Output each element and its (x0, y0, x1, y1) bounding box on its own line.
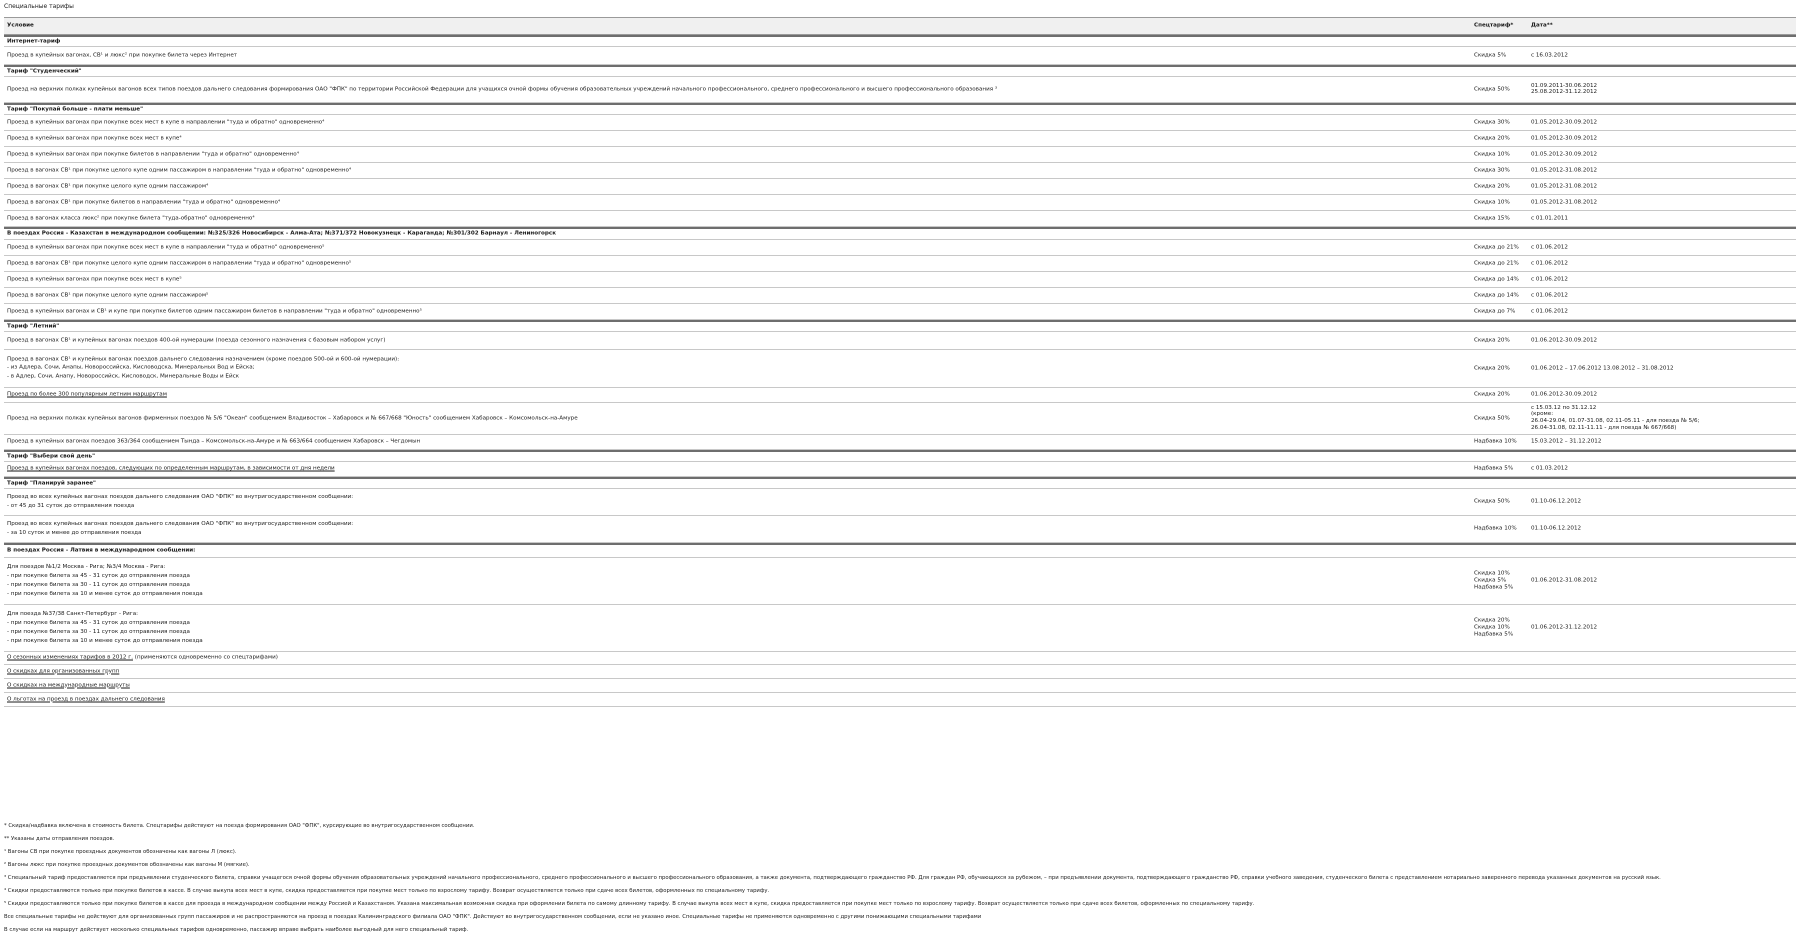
row-cond-line: Проезд в купейных вагонах при покупке всех мест в купе в направлении "туда и обратно" одновременно⁵ (7, 244, 325, 251)
row-cond-line: Проезд в купейных вагонах при покупке билетов в направлении "туда и обратно" одновременно⁴ (7, 151, 299, 158)
row-disc (1474, 244, 1529, 251)
row-cond-line: Проезд в купейных вагонах поездов, следующих по определенным маршрутам, в зависимости от дня недели (7, 465, 335, 472)
section-title: Тариф "Покупай больше - плати меньше" (7, 106, 143, 113)
row-cond (7, 86, 1467, 93)
table-row (4, 77, 1796, 103)
row-cond (7, 415, 1467, 422)
row-date-line: 01.05.2012-30.09.2012 (1531, 135, 1598, 142)
link-cell (7, 682, 1467, 689)
row-cond-line: Проезд в купейных вагонах при покупке всех мест в купе⁴ (7, 135, 182, 142)
table-row (4, 489, 1796, 516)
row-disc-line: Скидка до 7% (1474, 308, 1516, 315)
row-disc (1474, 392, 1529, 399)
row-cond-line: Проезд в вагонах СВ¹ и купейных вагонах поездов дальнего следования назначением (кроме поездов 500-ой и 600-ой нумерации): (7, 356, 400, 363)
row-cond (7, 52, 1467, 59)
row-disc-line: Скидка 10% (1474, 570, 1510, 577)
table-row (4, 388, 1796, 403)
row-cond-line: Для поезда №37/38 Санкт-Петербург - Рига: (7, 611, 139, 618)
row-disc (1474, 260, 1529, 267)
footnote: ** Указаны даты отправления поездов. (4, 836, 115, 842)
footnote: ⁴ Скидки предоставляются только при покупке билетов в кассе. В случае выкупа всех мест в купе, скидка предоставляется при покупке мест только по взрослому тарифу. Возврат осуществляется только при сдаче всех билетов, оформленных по специальному тарифу. (4, 888, 770, 894)
row-disc-line: Скидка 10% (1474, 151, 1510, 158)
row-date (1531, 244, 1796, 251)
table-row (4, 179, 1796, 195)
row-cond-line: Проезд на верхних полках купейных вагонов фирменных поездов № 5/6 "Океан" сообщением Владивосток – Хабаровск и № 667/668 "Юность" сообщением Хабаровск – Комсомольск-на-Амуре (7, 415, 578, 422)
link-row[interactable] (4, 693, 1796, 707)
section-title: Тариф "Планируй заранее" (7, 480, 96, 487)
row-disc-line: Надбавка 5% (1474, 631, 1514, 638)
row-disc (1474, 618, 1529, 639)
row-disc-line: Скидка 20% (1474, 135, 1510, 142)
row-cond-line: Проезд в вагонах СВ¹ при покупке целого купе одним пассажиром в направлении "туда и обратно" одновременно⁵ (7, 260, 352, 267)
info-link[interactable]: О сезонных изменениях тарифов в 2012 г. (7, 654, 133, 661)
info-link[interactable]: О льготах на проезд в поездах дальнего следования (7, 696, 165, 703)
row-date (1531, 405, 1796, 433)
table-row (4, 115, 1796, 131)
section-row (4, 65, 1796, 77)
row-date-line: 01.06.2012-31.08.2012 (1531, 577, 1598, 584)
section-title: Интернет-тариф (7, 38, 61, 45)
row-cond-line: - в Адлер, Сочи, Анапу, Новороссийск, Кисловодск, Минеральные Воды и Ейск (7, 373, 240, 380)
row-disc-line: Скидка до 14% (1474, 292, 1519, 299)
row-cond (7, 215, 1467, 222)
row-disc-line: Надбавка 10% (1474, 438, 1517, 445)
row-disc-line: Скидка 30% (1474, 119, 1510, 126)
row-date-line: с 16.03.2012 (1531, 52, 1568, 59)
link-suffix: (применяются одновременно со спецтарифами) (133, 654, 278, 661)
row-date-line: 01.10-06.12.2012 (1531, 525, 1582, 532)
footnote: ³ Специальный тариф предоставляется при предъявлении студенческого билета, справки учащегося очной формы обучения образовательных учреждений начального профессионального, среднего профессионального и высшего профессионального образования, а также документа, подтверждающего гражданство РФ. Для граждан РФ, обучающихся за рубежом, – при предъявлении документа, подтверждающего гражданство РФ, справки учебного заведения, студенческого билета с представлением нотариально заверенного перевода указанных документов на русский язык. (4, 875, 1661, 881)
row-disc (1474, 499, 1529, 506)
row-disc (1474, 199, 1529, 206)
section-title: Тариф "Летний" (7, 323, 60, 330)
table-row (4, 211, 1796, 227)
row-date-line: 26.04-31.08, 02.11-11.11 - для поезда № 667/668) (1531, 425, 1677, 432)
row-disc-line: Скидка 5% (1474, 577, 1507, 584)
row-cond-line: Проезд в вагонах СВ¹ при покупке билетов в направлении "туда и обратно" одновременно⁴ (7, 199, 281, 206)
row-cond (7, 135, 1467, 142)
row-date (1531, 526, 1796, 533)
row-disc-line: Скидка 50% (1474, 415, 1510, 422)
row-cond-line: Проезд в купейных вагонах при покупке всех мест в купе⁵ (7, 276, 182, 283)
row-disc-line: Скидка 10% (1474, 199, 1510, 206)
section-row (4, 227, 1796, 240)
row-disc-line: Скидка 20% (1474, 183, 1510, 190)
row-cond-line: Проезд по более 300 популярным летним маршрутам (7, 391, 167, 398)
row-cond-line: Проезд в купейных вагонах, СВ¹ и люкс² при покупке билета через Интернет (7, 52, 238, 59)
table-row (4, 256, 1796, 272)
row-cond (7, 292, 1467, 299)
row-date (1531, 499, 1796, 506)
footnote: В случае если на маршрут действует несколько специальных тарифов одновременно, пассажир вправе выбрать наиболее выгодный для него специальный тариф. (4, 927, 469, 933)
row-date-line: 01.06.2012-31.12.2012 (1531, 624, 1598, 631)
page-title: Специальные тарифы (4, 3, 74, 10)
footnotes (4, 823, 1794, 940)
row-date-line: с 01.06.2012 (1531, 260, 1568, 267)
row-date-line: 26.04-29.04, 01.07-31.08, 02.11-05.11 - для поезда № 5/6; (1531, 418, 1700, 425)
row-cond-line: Проезд в купейных вагонах и СВ¹ и купе при покупке билетов одним пассажиром билетов в направлении "туда и обратно" одновременно⁵ (7, 308, 422, 315)
footnote: * Скидка/надбавка включена в стоимость билета. Спецтарифы действуют на поезда формирования ОАО "ФПК", курсирующие во внутригосударственном сообщении. (4, 823, 475, 829)
row-cond (7, 199, 1467, 206)
row-disc-line: Скидка до 21% (1474, 260, 1519, 267)
row-disc-line: Надбавка 5% (1474, 584, 1514, 591)
row-disc (1474, 365, 1529, 372)
row-date-line: с 15.03.12 по 31.12.12 (1531, 404, 1597, 411)
row-date (1531, 625, 1796, 632)
row-disc (1474, 183, 1529, 190)
row-cond-line: - при покупке билета за 45 - 31 суток до отправления поезда (7, 573, 190, 580)
row-date (1531, 151, 1796, 158)
header-date: Дата** (1531, 22, 1553, 29)
section-title: Тариф "Студенческий" (7, 68, 82, 75)
row-disc (1474, 439, 1529, 446)
row-cond-line: - при покупке билета за 30 - 11 суток до отправления поезда (7, 629, 190, 635)
row-date-line: с 01.03.2012 (1531, 465, 1568, 472)
row-disc-line: Скидка 20% (1474, 337, 1510, 344)
row-date-line: 01.06.2012 – 17.06.2012 13.08.2012 – 31.08.2012 (1531, 365, 1674, 372)
row-date (1531, 466, 1796, 473)
row-disc (1474, 337, 1529, 344)
table-row (4, 147, 1796, 163)
row-date-line: с 01.01.2011 (1531, 215, 1568, 222)
row-date-line: 01.05.2012-31.08.2012 (1531, 167, 1598, 174)
link-cell (7, 655, 1467, 662)
table-row (4, 462, 1796, 477)
row-date-line: 15.03.2012 – 31.12.2012 (1531, 438, 1602, 445)
footnote: ² Вагоны люкс при покупке проездных документов обозначены как вагоны М (мягкие). (4, 862, 250, 868)
row-cond (7, 308, 1467, 315)
row-date (1531, 199, 1796, 206)
table-row (4, 304, 1796, 320)
section-row (4, 450, 1796, 462)
row-disc-line: Надбавка 10% (1474, 525, 1517, 532)
row-disc (1474, 86, 1529, 93)
header-condition: Условие (7, 22, 34, 29)
row-cond (7, 167, 1467, 174)
row-date (1531, 439, 1796, 446)
row-disc-line: Надбавка 5% (1474, 465, 1514, 472)
row-cond (7, 439, 1467, 446)
row-cond-line: Для поездов №1/2 Москва - Рига; №3/4 Москва - Рига: (7, 564, 166, 571)
row-cond-line: - за 10 суток и менее до отправления поезда (7, 530, 142, 536)
row-disc (1474, 215, 1529, 222)
section-title: В поездах Россия - Казахстан в международном сообщении: №325/326 Новосибирск - Алма-Ата; №371/372 Новокузнецк - Караганда; №301/302 Барнаул - Лениногорск (7, 230, 557, 237)
table-row (4, 332, 1796, 350)
footnote: ¹ Вагоны СВ при покупке проездных документов обозначены как вагоны Л (люкс). (4, 849, 237, 855)
row-disc (1474, 415, 1529, 422)
table-row (4, 403, 1796, 435)
row-disc (1474, 135, 1529, 142)
row-disc-line: Скидка 20% (1474, 391, 1510, 398)
section-row (4, 103, 1796, 115)
row-cond-line: Проезд в купейных вагонах поездов 363/364 сообщением Тында – Комсомольск-на-Амуре и № 663/664 сообщением Хабаровск – Чегдомын (7, 438, 421, 445)
table-row (4, 131, 1796, 147)
footnote: Все специальные тарифы не действуют для организованных групп пассажиров и не распространяются на проезд в поездах Калининградского филиала ОАО "ФПК". Действуют во внутригосударственном сообщении, если не указано иное. Специальные тарифы не применяются одновременно с другими понижающими специальными тарифами (4, 914, 982, 920)
row-date (1531, 135, 1796, 142)
row-cond (7, 183, 1467, 190)
section-row (4, 35, 1796, 47)
row-disc-line: Скидка 15% (1474, 215, 1510, 222)
row-disc (1474, 308, 1529, 315)
row-date (1531, 119, 1796, 126)
row-date-line: 01.09.2011-30.06.2012 (1531, 82, 1598, 89)
row-date-line: 01.06.2012-30.09.2012 (1531, 391, 1598, 398)
row-disc (1474, 119, 1529, 126)
row-date-line: 01.05.2012-30.09.2012 (1531, 151, 1598, 158)
table-row (4, 558, 1796, 605)
link-cell (7, 696, 1467, 703)
row-disc-line: Скидка 20% (1474, 365, 1510, 372)
row-date-line: 01.05.2012-31.08.2012 (1531, 199, 1598, 206)
row-date-line: 01.05.2012-30.09.2012 (1531, 119, 1598, 126)
row-date (1531, 52, 1796, 59)
row-date (1531, 365, 1796, 372)
row-cond-line: Проезд в вагонах СВ¹ и купейных вагонах поездов 400-ой нумерации (поезда сезонного назначения с базовым набором услуг) (7, 337, 386, 344)
row-cond-line: - при покупке билета за 10 и менее суток до отправления поезда (7, 637, 203, 644)
row-date-line: 01.05.2012-31.08.2012 (1531, 183, 1598, 190)
row-cond-line: - от 45 до 31 суток до отправления поезда (7, 503, 135, 509)
row-date (1531, 167, 1796, 174)
row-cond-line: Проезд во всех купейных вагонах поездов дальнего следования ОАО "ФПК" во внутригосударственном сообщении: (7, 521, 354, 528)
section-row (4, 320, 1796, 332)
row-cond (7, 119, 1467, 126)
row-cond-line: Проезд во всех купейных вагонах поездов дальнего следования ОАО "ФПК" во внутригосударственном сообщении: (7, 494, 354, 501)
row-cond-line: Проезд на верхних полках купейных вагонов всех типов поездов дальнего следования формирования ОАО "ФПК" по территории Российской Федерации для учащихся очной формы обучения образовательных учреждений начального профессионального, среднего профессионального и высшего профессионального образования ³ (7, 86, 998, 93)
row-cond (7, 260, 1467, 267)
row-cond (7, 276, 1467, 283)
header-tariff: Спецтариф* (1474, 22, 1514, 29)
row-cond (7, 494, 1467, 510)
row-disc (1474, 52, 1529, 59)
row-cond-line: - при покупке билета за 10 и менее суток до отправления поезда (7, 590, 203, 597)
info-link[interactable]: О скидках на международные маршруты (7, 682, 130, 689)
row-date-line: с 01.06.2012 (1531, 308, 1568, 315)
table-row (4, 240, 1796, 256)
row-date (1531, 215, 1796, 222)
row-cond-line: Проезд в купейных вагонах при покупке всех мест в купе в направлении "туда и обратно" одновременно⁴ (7, 119, 325, 126)
row-cond (7, 337, 1467, 344)
table-row (4, 288, 1796, 304)
table-row (4, 272, 1796, 288)
row-cond (7, 151, 1467, 158)
row-date-line: 25.08.2012-31.12.2012 (1531, 89, 1598, 96)
row-cond[interactable] (7, 392, 1467, 399)
section-title: В поездах Россия - Латвия в международном сообщении: (7, 547, 196, 554)
row-cond-line: Проезд в вагонах класса люкс² при покупке билета "туда-обратно" одновременно⁴ (7, 215, 255, 222)
row-date-line: (кроме: (1531, 411, 1554, 418)
row-date (1531, 308, 1796, 315)
row-cond (7, 564, 1467, 598)
row-date (1531, 83, 1796, 97)
link-row[interactable] (4, 652, 1796, 665)
table-header (4, 17, 1796, 35)
link-row[interactable] (4, 665, 1796, 679)
section-row (4, 543, 1796, 558)
row-disc-line: Скидка до 14% (1474, 276, 1519, 283)
row-date (1531, 392, 1796, 399)
row-date-line: 01.10-06.12.2012 (1531, 498, 1582, 505)
row-cond-line: Проезд в вагонах СВ¹ при покупке целого купе одним пассажиром⁵ (7, 292, 209, 299)
row-disc (1474, 571, 1529, 592)
section-row (4, 477, 1796, 489)
row-date-line: с 01.06.2012 (1531, 276, 1568, 283)
row-date-line: с 01.06.2012 (1531, 244, 1568, 251)
row-date (1531, 183, 1796, 190)
link-cell (7, 668, 1467, 675)
info-link[interactable]: О скидках для организованных групп (7, 668, 120, 675)
row-cond-line: Проезд в вагонах СВ¹ при покупке целого купе одним пассажиром в направлении "туда и обратно" одновременно⁴ (7, 167, 352, 174)
footnote: ⁵ Скидки предоставляются только при покупке билетов в кассе для проезда в международном сообщении между Россией и Казахстаном. Указана максимальная возможная скидка при оформлении билета по самому длинному тарифу. В случае выкупа всех мест в купе, скидка предоставляется при покупке мест только по взрослому тарифу. Возврат осуществляется только при сдаче всех билетов, оформленных по специальному тарифу. (4, 901, 1255, 907)
row-disc (1474, 466, 1529, 473)
row-date (1531, 292, 1796, 299)
row-disc-line: Скидка 30% (1474, 167, 1510, 174)
table-row (4, 435, 1796, 450)
row-disc (1474, 167, 1529, 174)
row-date (1531, 337, 1796, 344)
row-disc-line: Скидка 20% (1474, 617, 1510, 624)
tariffs-table (4, 17, 1796, 707)
table-row (4, 605, 1796, 652)
row-cond (7, 611, 1467, 645)
row-cond (7, 244, 1467, 251)
row-cond-line: Проезд в вагонах СВ¹ при покупке целого купе одним пассажиром⁴ (7, 183, 209, 190)
row-cond-line: - при покупке билета за 30 - 11 суток до отправления поезда (7, 582, 190, 588)
row-cond-line: - при покупке билета за 45 - 31 суток до отправления поезда (7, 620, 190, 627)
table-row (4, 350, 1796, 388)
row-disc (1474, 526, 1529, 533)
row-cond (7, 521, 1467, 537)
row-disc (1474, 292, 1529, 299)
row-disc-line: Скидка 10% (1474, 624, 1510, 631)
section-title: Тариф "Выбери свой день" (7, 453, 96, 460)
row-date (1531, 276, 1796, 283)
row-disc-line: Скидка до 21% (1474, 244, 1519, 251)
row-cond[interactable] (7, 466, 1467, 473)
row-date (1531, 260, 1796, 267)
row-disc (1474, 276, 1529, 283)
table-row (4, 163, 1796, 179)
row-cond-line: - из Адлера, Сочи, Анапы, Новороссийска, Кисловодска, Минеральных Вод и Ейска; (7, 365, 255, 372)
table-row (4, 47, 1796, 65)
row-date-line: 01.06.2012-30.09.2012 (1531, 337, 1598, 344)
link-row[interactable] (4, 679, 1796, 693)
row-disc (1474, 151, 1529, 158)
row-date-line: с 01.06.2012 (1531, 292, 1568, 299)
row-disc-line: Скидка 50% (1474, 498, 1510, 505)
table-row (4, 516, 1796, 543)
row-date (1531, 578, 1796, 585)
table-row (4, 195, 1796, 211)
row-disc-line: Скидка 50% (1474, 86, 1510, 93)
row-cond (7, 356, 1467, 381)
row-disc-line: Скидка 5% (1474, 52, 1507, 59)
